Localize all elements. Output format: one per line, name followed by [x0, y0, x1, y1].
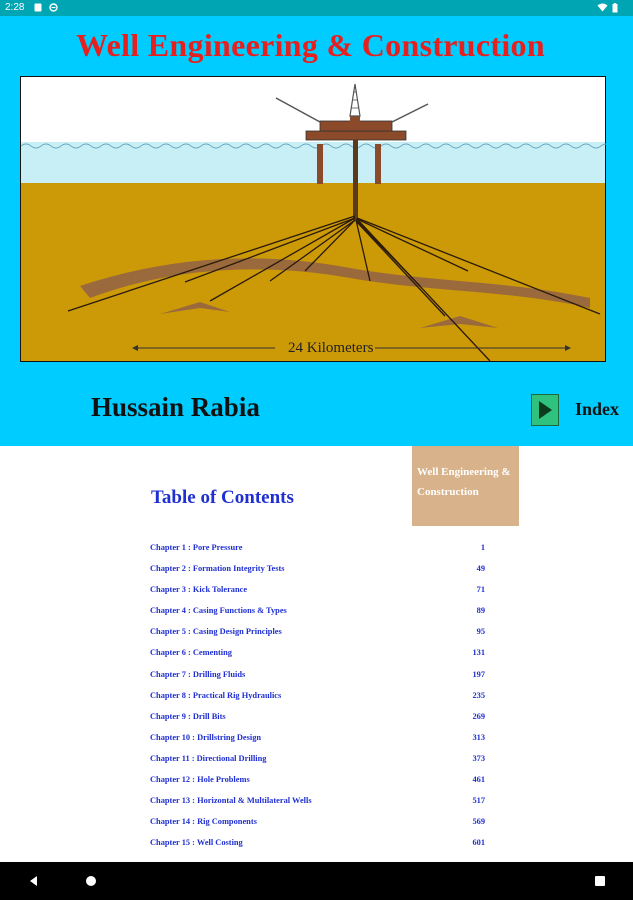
sim-icon: [34, 3, 42, 12]
toc-page: 269: [472, 711, 485, 721]
toc-entry[interactable]: [150, 796, 485, 817]
toc-page: 461: [472, 775, 485, 785]
toc-chapter: Chapter 8 : Practical Rig Hydraulics: [150, 690, 282, 700]
toc-chapter: Chapter 4 : Casing Functions & Types: [150, 606, 287, 616]
toc-entry[interactable]: [150, 712, 485, 733]
offshore-wells-illustration: [20, 76, 606, 362]
toc-page: 313: [472, 732, 485, 742]
hero-banner: [0, 16, 633, 446]
toc-page: 601: [472, 838, 485, 848]
book-tag-line2: Construction: [417, 486, 479, 498]
toc-entry[interactable]: [150, 754, 485, 775]
status-bar: [0, 0, 633, 16]
toc-entry[interactable]: [150, 670, 485, 691]
toc-list: [150, 543, 485, 859]
toc-entry[interactable]: [150, 564, 485, 585]
toc-page: 373: [472, 753, 485, 763]
toc-chapter: Chapter 1 : Pore Pressure: [150, 543, 243, 552]
toc-entry[interactable]: [150, 838, 485, 859]
status-time: 2:28: [5, 2, 25, 13]
toc-chapter: Chapter 10 : Drillstring Design: [150, 732, 262, 742]
toc-chapter: Chapter 14 : Rig Components: [150, 817, 257, 827]
toc-entry[interactable]: [150, 585, 485, 606]
battery-icon: [612, 3, 618, 12]
toc-chapter: Chapter 2 : Formation Integrity Tests: [150, 564, 285, 574]
book-tag-line1: Well Engineering &: [417, 466, 511, 478]
data-saver-icon: [49, 3, 57, 12]
toc-page: 235: [472, 690, 485, 700]
toc-chapter: Chapter 15 : Well Costing: [150, 838, 243, 848]
toc-entry[interactable]: [150, 606, 485, 627]
toc-entry[interactable]: [150, 775, 485, 796]
toc-chapter: Chapter 3 : Kick Tolerance: [150, 585, 248, 595]
scale-label: 24 Kilometers: [288, 340, 374, 356]
toc-entry[interactable]: [150, 733, 485, 754]
author-name: Hussain Rabia: [91, 392, 260, 422]
toc-entry[interactable]: [150, 691, 485, 712]
toc-page: 131: [472, 648, 485, 658]
toc-chapter: Chapter 9 : Drill Bits: [150, 711, 226, 721]
navigation-bar: [0, 862, 633, 900]
toc-chapter: Chapter 13 : Horizontal & Multilateral Wells: [150, 796, 312, 806]
toc-page: 49: [476, 564, 485, 574]
toc-title: Table of Contents: [151, 487, 294, 508]
toc-chapter: Chapter 12 : Hole Problems: [150, 775, 250, 785]
book-title: Well Engineering & Construction: [76, 27, 545, 63]
home-icon[interactable]: [83, 873, 99, 889]
recents-icon[interactable]: [592, 873, 608, 889]
play-icon: [532, 395, 558, 425]
toc-chapter: Chapter 7 : Drilling Fluids: [150, 669, 246, 679]
toc-entry[interactable]: [150, 648, 485, 669]
toc-page: 197: [472, 669, 485, 679]
toc-page: 1: [480, 543, 485, 552]
toc-page: 517: [472, 796, 485, 806]
toc-chapter: Chapter 6 : Cementing: [150, 648, 232, 658]
back-icon[interactable]: [26, 873, 42, 889]
toc-chapter: Chapter 11 : Directional Drilling: [150, 753, 267, 763]
index-link[interactable]: Index: [575, 399, 620, 419]
toc-page: 569: [472, 817, 485, 827]
book-tag: [412, 446, 519, 526]
toc-chapter: Chapter 5 : Casing Design Principles: [150, 627, 282, 637]
toc-entry[interactable]: [150, 543, 485, 564]
toc-entry[interactable]: [150, 627, 485, 648]
toc-page: 95: [476, 627, 485, 637]
toc-page: 89: [476, 606, 485, 616]
offshore-rig-diagram: [20, 76, 606, 362]
wifi-icon: [597, 3, 608, 12]
play-button[interactable]: [531, 394, 559, 426]
toc-entry[interactable]: [150, 817, 485, 838]
toc-page: 71: [476, 585, 485, 595]
